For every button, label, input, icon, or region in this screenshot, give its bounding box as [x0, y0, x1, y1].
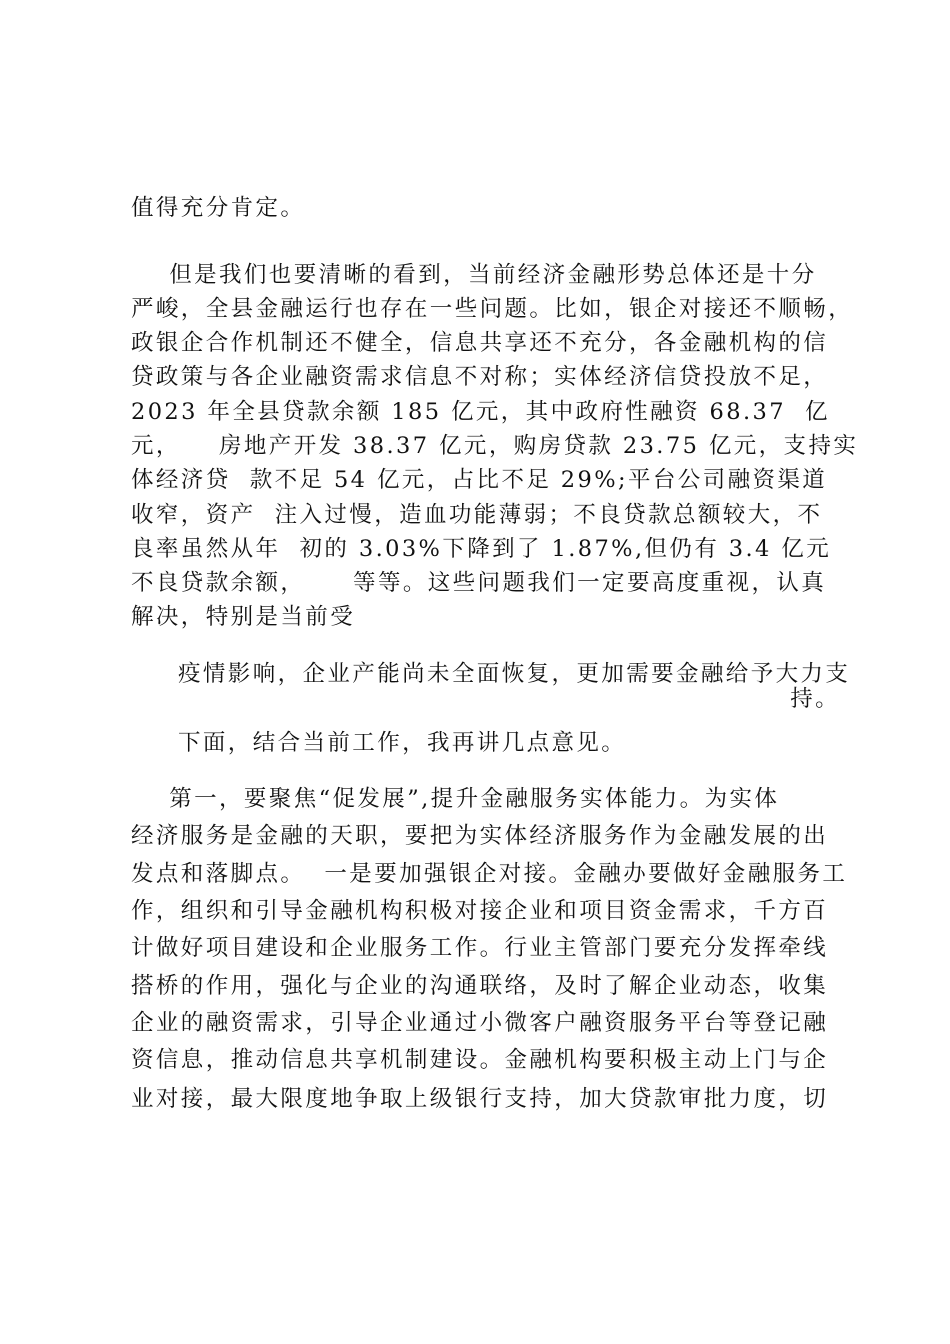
text-line: 资信息，推动信息共享机制建设。金融机构要积极主动上门与企	[131, 1047, 829, 1073]
text-line: 解决，特别是当前受	[131, 604, 356, 630]
text-line: 发点和落脚点。 一是要加强银企对接。金融办要做好金融服务工	[131, 861, 848, 887]
text-line: 企业的融资需求，引导企业通过小微客户融资服务平台等登记融	[131, 1010, 829, 1036]
text-line: 收窄，资产 注入过慢，造血功能薄弱；不良贷款总额较大，不	[131, 502, 823, 528]
text-line: 体经济贷 款不足 54 亿元，占比不足 29%;平台公司融资渠道	[131, 467, 828, 493]
text-line: 严峻，全县金融运行也存在一些问题。比如，银企对接还不顺畅，	[131, 296, 854, 322]
text-line: 疫情影响，企业产能尚未全面恢复，更加需要金融给予大力支	[178, 661, 851, 687]
text-line: 但是我们也要清晰的看到，当前经济金融形势总体还是十分	[131, 262, 817, 288]
text-line: 不良贷款余额， 等等。这些问题我们一定要高度重视，认真	[131, 570, 827, 596]
text-line: 2023 年全县贷款余额 185 亿元，其中政府性融资 68.37 亿	[131, 399, 830, 425]
text-line: 作，组织和引导金融机构积极对接企业和项目资金需求，千方百	[131, 898, 829, 924]
text-line: 贷政策与各企业融资需求信息不对称；实体经济信贷投放不足，	[131, 364, 829, 390]
text-line: 政银企合作机制还不健全，信息共享还不充分，各金融机构的信	[131, 330, 829, 356]
text-line: 第一，要聚焦“促发展”,提升金融服务实体能力。为实体	[131, 786, 780, 812]
text-line: 经济服务是金融的天职，要把为实体经济服务作为金融发展的出	[131, 823, 829, 849]
text-line: 下面，结合当前工作，我再讲几点意见。	[178, 730, 627, 756]
text-line: 搭桥的作用，强化与企业的沟通联络，及时了解企业动态，收集	[131, 973, 829, 999]
text-line: 元， 房地产开发 38.37 亿元，购房贷款 23.75 亿元，支持实	[131, 433, 859, 459]
text-line: 业对接，最大限度地争取上级银行支持，加大贷款审批力度，切	[131, 1086, 829, 1112]
text-line: 良率虽然从年 初的 3.03%下降到了 1.87%,但仍有 3.4 亿元	[131, 536, 832, 562]
text-line: 计做好项目建设和企业服务工作。行业主管部门要充分发挥牵线	[131, 935, 829, 961]
text-line: 持。	[790, 686, 840, 712]
text-line: 值得充分肯定。	[131, 195, 306, 221]
